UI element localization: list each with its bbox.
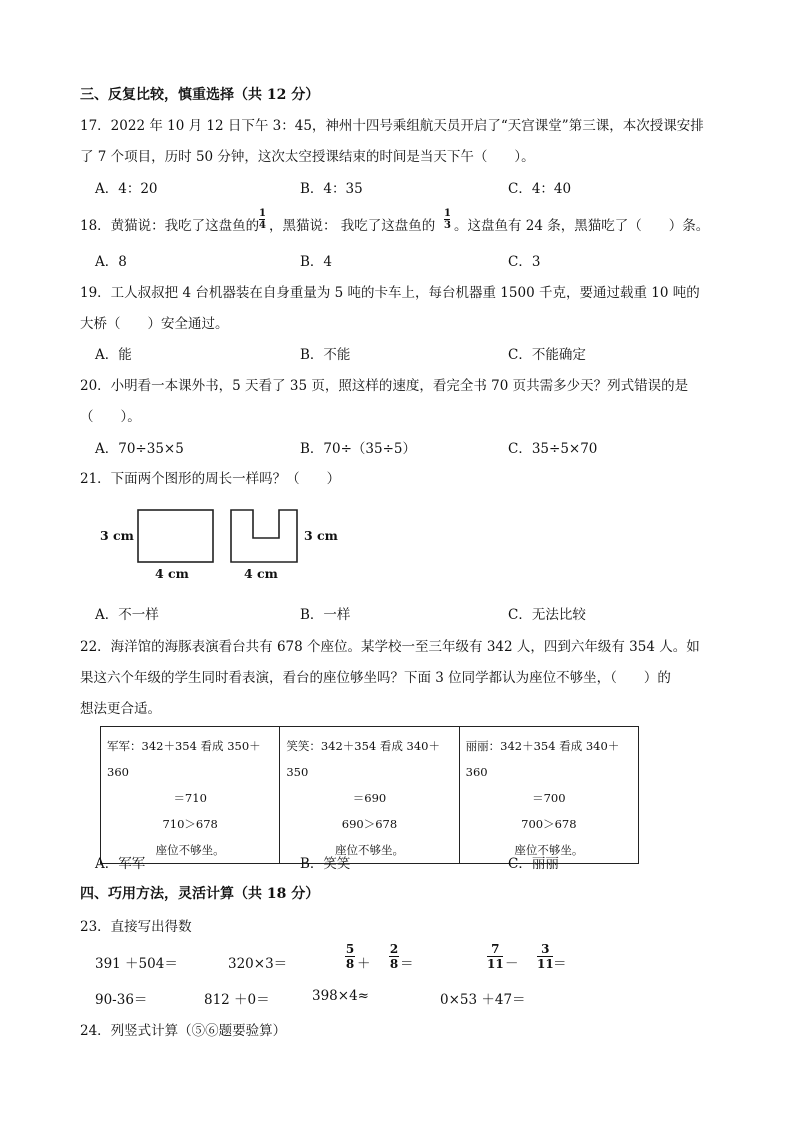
cell-line: 座位不够坐。 [155,843,225,857]
q19-line1: 19．工人叔叔把 4 台机器装在自身重量为 5 吨的卡车上，每台机器重 1500 千克，要通过载重 10 吨的 [80,285,700,301]
numerator: 3 [541,942,550,956]
cell-line: 丽丽：342＋354 看成 340＋360 [465,739,620,779]
denominator: 8 [345,957,355,972]
section-3-title: 三、反复比较，慎重选择（共 12 分） [80,87,320,103]
q22-option-a: A．军军 [95,856,146,872]
q18-frac1-denominator: 4 [259,220,266,232]
q19-option-c: C．不能确定 [508,347,586,363]
q21-option-a: A．不一样 [95,607,159,623]
fig2-side-label: 3 cm [304,528,338,543]
rectangle-shape [138,510,213,562]
q18-fraction-one-third [444,209,451,230]
q22-option-c: C．丽丽 [508,856,559,872]
q17-option-b: B．4：35 [300,181,363,197]
calc-391-plus-504: 391 ＋504＝ [95,956,178,972]
q21-option-b: B．一样 [300,607,351,623]
q18-fraction-one-quarter [259,209,266,230]
q18-text-part1: 18．黄猫说：我吃了这盘鱼的 [80,218,260,234]
calc-398-times-4: 398×4≈ [312,988,369,1004]
q19-option-b: B．不能 [300,347,351,363]
calc-812-plus-0: 812 ＋0＝ [204,992,270,1008]
q20-line2: （ ）。 [80,409,141,425]
fraction-2-8 [389,943,399,970]
q18-frac2-denominator: 3 [444,220,451,232]
q19-option-a: A．能 [95,347,132,363]
fig2-bottom-label: 4 cm [244,566,278,581]
cell-line: ＝690 [352,791,387,805]
denominator: 11 [487,957,504,972]
estimation-cell-junjun [101,727,280,864]
cell-line: 笑笑：342＋354 看成 340＋350 [286,739,440,779]
q19-line2: 大桥（ ）安全通过。 [80,316,229,332]
fraction-3-11 [537,943,554,970]
q21-option-c: C．无法比较 [508,607,586,623]
equals-sign: ＝ [553,956,567,972]
q18-option-c: C．3 [508,254,541,270]
q18-option-b: B．4 [300,254,333,270]
q20-option-c: C．35÷5×70 [508,441,598,457]
q24-title: 24．列竖式计算（⑤⑥题要验算） [80,1023,287,1039]
cell-line: 军军：342＋354 看成 350＋360 [107,739,261,779]
q22-option-b: B．笑笑 [300,856,351,872]
calc-0-times-53-plus-47: 0×53 ＋47＝ [440,992,526,1008]
denominator: 11 [537,957,554,972]
cell-line: 710＞678 [162,817,218,831]
plus-sign: ＋ [357,956,371,972]
q22-line1: 22．海洋馆的海豚表演看台共有 678 个座位。某学校一至三年级有 342 人，四到六年级有 354 人。如 [80,639,700,655]
q17-option-a: A．4：20 [95,181,158,197]
minus-sign: － [505,956,519,972]
equals-sign: ＝ [400,956,414,972]
q18-frac2-numerator: 1 [444,208,451,219]
q17-option-c: C．4：40 [508,181,572,197]
section-4-title: 四、巧用方法，灵活计算（共 18 分） [80,886,320,902]
q22-line2: 果这六个年级的学生同时看表演，看台的座位够坐吗？下面 3 位同学都认为座位不够坐，（ ）的 [80,670,671,686]
perimeter-figures [136,508,306,564]
denominator: 8 [389,957,399,972]
q18-text-part3: 。这盘鱼有 24 条，黑猫吃了（ ）条。 [454,218,710,234]
calc-320-times-3: 320×3＝ [228,956,288,972]
q18-frac1-numerator: 1 [259,208,266,219]
q21-line1: 21．下面两个图形的周长一样吗？（ ） [80,471,341,487]
q18-text-part2: ，黑猫说： 我吃了这盘鱼的 [269,218,436,234]
fig1-side-label: 3 cm [100,528,134,543]
cell-line: 690＞678 [341,817,398,831]
q18-option-a: A．8 [95,254,127,270]
notched-shape [231,510,297,562]
q23-title: 23．直接写出得数 [80,919,192,935]
numerator: 7 [491,942,500,956]
q17-line2: 了 7 个项目，历时 50 分钟，这次太空授课结束的时间是当天下午（ ）。 [80,149,535,165]
cell-line: 座位不够坐。 [514,843,584,857]
calc-90-minus-36: 90-36＝ [95,992,148,1008]
estimation-table [100,726,639,864]
cell-line: ＝710 [173,791,207,805]
fraction-5-8 [345,943,355,970]
cell-line: 700＞678 [521,817,577,831]
fig1-bottom-label: 4 cm [155,566,189,581]
numerator: 2 [389,942,399,956]
cell-line: 座位不够坐。 [334,843,404,857]
q20-option-b: B．70÷（35÷5） [300,441,416,457]
q20-line1: 20．小明看一本课外书，5 天看了 35 页，照这样的速度，看完全书 70 页共需多少天？列式错误的是 [80,378,689,394]
q20-option-a: A．70÷35×5 [95,441,184,457]
numerator: 5 [345,942,355,956]
cell-line: ＝700 [532,791,566,805]
fraction-7-11 [487,943,504,970]
q22-line3: 想法更合适。 [80,701,161,717]
q17-line1: 17．2022 年 10 月 12 日下午 3：45，神州十四号乘组航天员开启了“天宫课堂”第三课，本次授课安排 [80,118,704,134]
estimation-cell-xiaoxiao [280,727,459,864]
estimation-cell-lili [459,727,638,864]
